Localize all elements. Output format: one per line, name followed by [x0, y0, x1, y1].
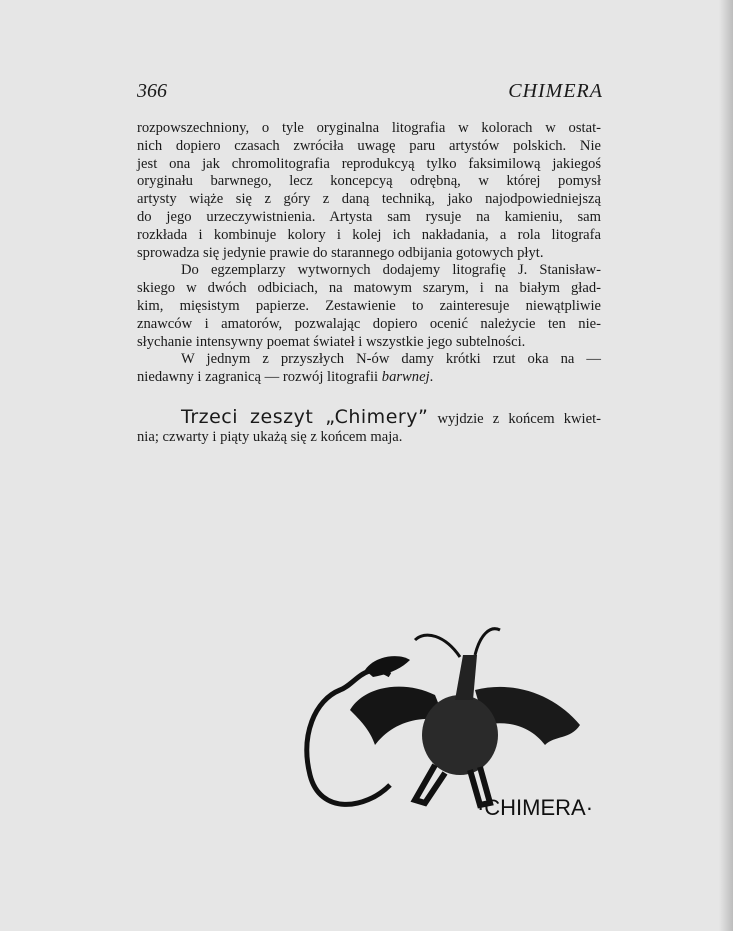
text-line: słychanie intensywny poemat świateł i wszystkie jego subtelności.: [137, 333, 526, 350]
notice-heading: Trzeci zeszyt „Chimery”: [181, 405, 429, 428]
text-line: Do egzemplarzy wytwornych dodajemy litografię J. Stanisław-: [181, 262, 601, 279]
text-span: wyjdzie z końcem kwiet-: [437, 410, 601, 427]
text-line: do jego urzeczywistnienia. Artysta sam rysuje na kamieniu, sam: [137, 208, 601, 225]
text-line: kim, mięsistym papierze. Zestawienie to zainteresuje niewątpliwie: [137, 297, 601, 314]
body-text: [137, 120, 601, 447]
goat-horns: [415, 629, 500, 657]
text-line: rozpowszechniony, o tyle oryginalna litografia w kolorach w ostat-: [137, 120, 601, 136]
text-line: skiego w dwóch odbiciach, na matowym szarym, i na białym gład-: [137, 280, 601, 297]
chimera-body: [422, 695, 498, 775]
publication-notice: [137, 405, 601, 447]
text-line: znawców i amatorów, pozwalając dopiero ocenić należycie ten nie-: [137, 315, 601, 332]
text-line: jest ona jak chromolitografia reprodukcyą tylko faksimilową jakiegoś: [137, 155, 601, 172]
text-line: oryginału barwnego, lecz koncepcyą odrębną, w której pomysł: [137, 173, 601, 190]
text-line: rozkłada i kombinuje kolory i kolej ich nakładania, a rola litografa: [137, 226, 601, 243]
illustration-caption: ·CHIMERA·: [476, 795, 594, 820]
text-line: W jednym z przyszłych N-ów damy krótki rzut oka na —: [181, 351, 601, 368]
italic-word: barwnej: [381, 369, 430, 386]
running-head: CHIMERA: [508, 80, 603, 102]
page-edge-shadow: [719, 0, 733, 931]
goat-head: [455, 655, 477, 700]
paragraph-1: [137, 120, 601, 262]
text-line: [137, 405, 601, 429]
text-line: sprowadza się jedynie prawie do starannego odbijania gotowych płyt.: [137, 244, 544, 261]
paragraph-2: [137, 262, 601, 351]
punctuation: .: [429, 369, 434, 386]
text-line: nia; czwarty i piąty ukażą się z końcem maja.: [137, 428, 403, 445]
text-line: nich dopiero czasach zwróciła uwagę paru artystów polskich. Nie: [137, 137, 601, 154]
text-line: [137, 369, 601, 387]
page-number: 366: [137, 80, 167, 102]
text-line: artysty wiąże się z góry z daną techniką, jako najodpowiedniejszą: [137, 191, 601, 208]
chimera-illustration: [295, 615, 595, 830]
text-span: niedawny i zagranicą — rozwój litografii: [137, 369, 379, 386]
paragraph-3: [137, 351, 601, 387]
